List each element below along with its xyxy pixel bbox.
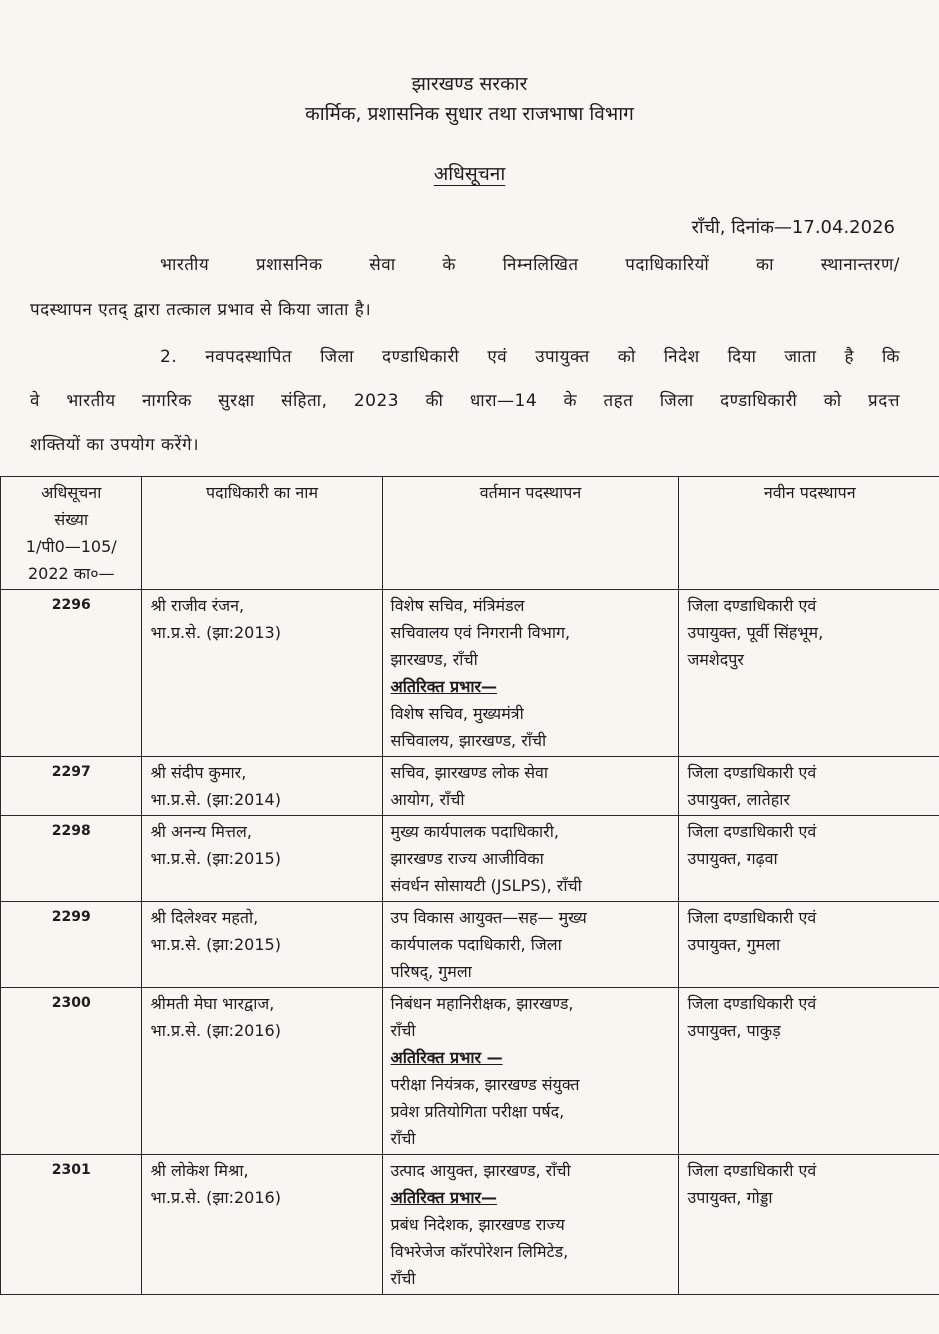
notification-number: 2300 (1, 988, 142, 1155)
officer-service: भा.प्र.से. (झा:2015) (150, 849, 281, 868)
department-title: कार्मिक, प्रशासनिक सुधार तथा राजभाषा विभाग (305, 103, 634, 125)
officer-service: भा.प्र.से. (झा:2013) (150, 623, 281, 642)
officer-service: भा.प्र.से. (झा:2015) (150, 935, 281, 954)
posting-table (0, 476, 939, 1295)
officer-service: भा.प्र.से. (झा:2016) (150, 1188, 281, 1207)
paragraph-1-line-2: पदस्थापन एतद् द्वारा तत्काल प्रभाव से किया जाता है। (30, 300, 372, 320)
paragraph-2-line-3: शक्तियों का उपयोग करेंगे। (30, 435, 200, 455)
officer-cell (142, 590, 382, 757)
new-posting-cell: जिला दण्डाधिकारी एवं उपायुक्त, गढ़वा (679, 816, 939, 902)
officer-name: श्री दिलेश्वर महतो, (150, 908, 259, 927)
notification-number: 2298 (1, 816, 142, 902)
officer-cell (142, 988, 382, 1155)
government-title: झारखण्ड सरकार (411, 73, 528, 95)
paragraph-2-line-1: 2. नवपदस्थापित जिला दण्डाधिकारी एवं उपायुक्त को निदेश दिया जाता है कि (160, 347, 900, 367)
officer-cell (142, 816, 382, 902)
header-notification-number: अधिसूचना संख्या 1/पी0—105/ 2022 का०— (1, 477, 142, 590)
current-posting-cell: विशेष सचिव, मंत्रिमंडल सचिवालय एवं निगरानी विभाग, झारखण्ड, राँची अतिरिक्त प्रभार— विशेष सचिव, मुख्यमंत्री सचिवालय, झारखण्ड, राँची (382, 590, 679, 757)
header-new-posting: नवीन पदस्थापन (679, 477, 939, 590)
table-row (1, 590, 939, 757)
notification-number: 2296 (1, 590, 142, 757)
table-row (1, 757, 939, 816)
notification-number: 2299 (1, 902, 142, 988)
current-posting-cell: निबंधन महानिरीक्षक, झारखण्ड, राँची अतिरिक्त प्रभार — परीक्षा नियंत्रक, झारखण्ड संयुक्त प्रवेश प्रतियोगिता परीक्षा पर्षद, राँची (382, 988, 679, 1155)
current-posting-cell: उत्पाद आयुक्त, झारखण्ड, राँची अतिरिक्त प्रभार— प्रबंध निदेशक, झारखण्ड राज्य विभरेजेज कॉरपोरेशन लिमिटेड, राँची (382, 1155, 679, 1295)
header-officer-name: पदाधिकारी का नाम (142, 477, 382, 590)
table-row (1, 988, 939, 1155)
new-posting-cell: जिला दण्डाधिकारी एवं उपायुक्त, पाकुड़ (679, 988, 939, 1155)
additional-charge-label: अतिरिक्त प्रभार — (390, 1048, 503, 1067)
header-current-posting: वर्तमान पदस्थापन (382, 477, 679, 590)
officer-name: श्रीमती मेघा भारद्वाज, (150, 994, 275, 1013)
current-posting-cell: सचिव, झारखण्ड लोक सेवा आयोग, राँची (382, 757, 679, 816)
paragraph-2-line-2: वे भारतीय नागरिक सुरक्षा संहिता, 2023 की धारा—14 के तहत जिला दण्डाधिकारी को प्रदत्त (30, 391, 900, 411)
notification-number: 2301 (1, 1155, 142, 1295)
additional-charge-label: अतिरिक्त प्रभार— (390, 1188, 498, 1207)
place-date-line: राँची, दिनांक—17.04.2026 (691, 217, 895, 238)
officer-cell (142, 902, 382, 988)
current-posting-cell: उप विकास आयुक्त—सह— मुख्य कार्यपालक पदाधिकारी, जिला परिषद्, गुमला (382, 902, 679, 988)
officer-cell (142, 757, 382, 816)
officer-service: भा.प्र.से. (झा:2016) (150, 1021, 281, 1040)
table-row (1, 902, 939, 988)
new-posting-cell: जिला दण्डाधिकारी एवं उपायुक्त, गोड्डा (679, 1155, 939, 1295)
paragraph-1-line-1: भारतीय प्रशासनिक सेवा के निम्नलिखित पदाधिकारियों का स्थानान्तरण/ (160, 255, 900, 275)
officer-name: श्री अनन्य मित्तल, (150, 822, 252, 841)
table-row (1, 1155, 939, 1295)
officer-name: श्री संदीप कुमार, (150, 763, 247, 782)
new-posting-cell: जिला दण्डाधिकारी एवं उपायुक्त, गुमला (679, 902, 939, 988)
table-row (1, 816, 939, 902)
officer-name: श्री राजीव रंजन, (150, 596, 245, 615)
additional-charge-label: अतिरिक्त प्रभार— (390, 677, 498, 696)
document-type-heading: अधिसूचना (433, 163, 506, 185)
officer-name: श्री लोकेश मिश्रा, (150, 1161, 249, 1180)
new-posting-cell: जिला दण्डाधिकारी एवं उपायुक्त, लातेहार (679, 757, 939, 816)
current-posting-cell: मुख्य कार्यपालक पदाधिकारी, झारखण्ड राज्य आजीविका संवर्धन सोसायटी (JSLPS), राँची (382, 816, 679, 902)
table-header-row (1, 477, 939, 590)
new-posting-cell: जिला दण्डाधिकारी एवं उपायुक्त, पूर्वी सिंहभूम, जमशेदपुर (679, 590, 939, 757)
officer-service: भा.प्र.से. (झा:2014) (150, 790, 281, 809)
notification-number: 2297 (1, 757, 142, 816)
officer-cell (142, 1155, 382, 1295)
